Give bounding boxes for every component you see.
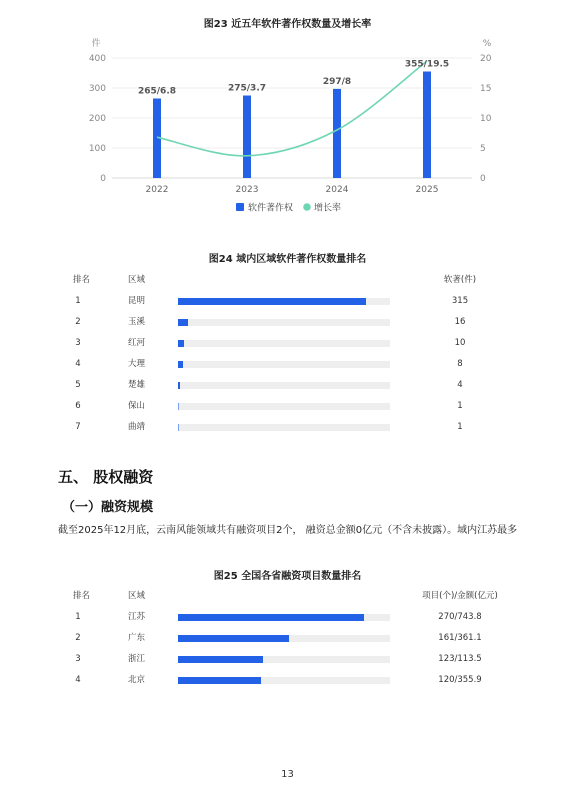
value-cell: 123/113.5 (438, 654, 482, 664)
bar-track (178, 298, 390, 305)
bar-track (178, 340, 390, 347)
grid-lines (112, 58, 472, 178)
section-heading: 五、 股权融资 (58, 468, 154, 486)
right-axis-unit: % (482, 39, 492, 49)
bar (423, 72, 431, 179)
region-cell: 浙江 (128, 654, 146, 664)
value-cell: 4 (457, 380, 463, 390)
table-row (55, 628, 520, 649)
bar-fill (178, 424, 179, 431)
region-cell: 曲靖 (128, 422, 146, 432)
rank-cell: 1 (75, 612, 81, 622)
bar-fill (178, 403, 179, 410)
x-tick-label: 2023 (235, 185, 259, 195)
fig24-title: 图24 域内区域软件著作权数量排名 (208, 254, 367, 265)
x-tick-label: 2022 (145, 185, 169, 195)
data-label: 355/19.5 (404, 59, 450, 70)
table-row (55, 291, 520, 312)
value-cell: 1 (457, 401, 463, 411)
region-cell: 广东 (128, 633, 146, 643)
right-tick: 20 (480, 54, 492, 64)
table-row (55, 607, 520, 628)
table-row (55, 312, 520, 333)
rank-cell: 4 (75, 675, 81, 685)
bar-track (178, 614, 390, 621)
legend-line-swatch (303, 203, 311, 211)
right-tick: 10 (480, 114, 492, 124)
page-number: 13 (281, 769, 294, 780)
region-cell: 北京 (128, 675, 146, 685)
left-tick: 300 (88, 84, 106, 94)
table-header (55, 586, 520, 607)
x-tick-label: 2024 (325, 185, 349, 195)
data-label: 275/3.7 (227, 83, 267, 94)
x-tick-label: 2025 (415, 185, 439, 195)
rank-cell: 1 (75, 296, 81, 306)
header-value: 项目(个)/金额(亿元) (422, 591, 498, 601)
region-cell: 昆明 (128, 296, 146, 306)
left-tick: 0 (100, 174, 106, 184)
table-row (55, 396, 520, 417)
growth-rate-line (157, 61, 427, 156)
left-tick: 200 (88, 114, 106, 124)
bar (333, 89, 341, 178)
table-body (55, 291, 520, 438)
bar-series (153, 72, 431, 179)
region-cell: 红河 (128, 338, 146, 348)
data-labels (138, 60, 449, 97)
bar-track (178, 319, 390, 326)
fig24-ranking-table (55, 270, 520, 438)
right-tick: 5 (480, 144, 486, 154)
bar-fill (178, 677, 261, 684)
table-row (55, 333, 520, 354)
bar-fill (178, 382, 180, 389)
fig25-ranking-table (55, 586, 520, 691)
bar-fill (178, 614, 364, 621)
bar-fill (178, 635, 289, 642)
region-cell: 楚雄 (128, 380, 146, 390)
table-row (55, 375, 520, 396)
bar-track (178, 403, 390, 410)
right-tick: 15 (480, 84, 492, 94)
bar-fill (178, 656, 263, 663)
value-cell: 120/355.9 (438, 675, 482, 685)
left-axis-ticks (89, 54, 106, 184)
right-tick: 0 (480, 174, 486, 184)
rank-cell: 2 (75, 317, 81, 327)
table-row (55, 670, 520, 691)
legend-bar-label: 软件著作权 (248, 203, 294, 214)
table-header (55, 270, 520, 291)
rank-cell: 4 (75, 359, 81, 369)
bar-fill (178, 298, 366, 305)
bar-fill (178, 361, 183, 368)
data-label: 265/6.8 (137, 86, 177, 97)
value-cell: 10 (454, 338, 466, 348)
header-region: 区域 (128, 591, 146, 601)
rank-cell: 5 (75, 380, 81, 390)
data-label: 297/8 (322, 76, 352, 87)
rank-cell: 2 (75, 633, 81, 643)
left-tick: 100 (88, 144, 106, 154)
right-axis-ticks (480, 54, 492, 184)
header-region: 区域 (128, 275, 146, 285)
bar-fill (178, 319, 188, 326)
header-rank: 排名 (73, 275, 91, 285)
bar-track (178, 361, 390, 368)
subsection-heading: （一）融资规模 (62, 500, 154, 515)
fig23-chart (0, 0, 575, 230)
header-value: 软著(件) (443, 275, 477, 285)
table-body (55, 607, 520, 691)
legend-bar-swatch (236, 203, 244, 211)
value-cell: 161/361.1 (438, 633, 482, 643)
region-cell: 大理 (128, 359, 146, 369)
value-cell: 1 (457, 422, 463, 432)
left-tick: 400 (88, 54, 106, 64)
legend (236, 202, 341, 214)
region-cell: 江苏 (128, 612, 146, 622)
header-rank: 排名 (73, 591, 91, 601)
rank-cell: 7 (75, 422, 81, 432)
region-cell: 玉溪 (128, 317, 146, 327)
left-axis-unit: 件 (91, 39, 101, 49)
bar-track (178, 677, 390, 684)
rank-cell: 3 (75, 338, 81, 348)
body-paragraph: 截至2025年12月底，云南风能领域共有融资项目2个， 融资总金额0亿元（不含未披露）。域内江苏最多 (58, 525, 518, 536)
table-row (55, 354, 520, 375)
x-axis-ticks (146, 185, 439, 195)
fig23-title: 图23 近五年软件著作权数量及增长率 (203, 19, 372, 30)
rank-cell: 3 (75, 654, 81, 664)
bar (243, 96, 251, 179)
region-cell: 保山 (128, 401, 146, 411)
bar-track (178, 656, 390, 663)
bar-track (178, 635, 390, 642)
value-cell: 8 (457, 359, 463, 369)
fig25-title: 图25 全国各省融资项目数量排名 (213, 571, 362, 582)
bar-track (178, 382, 390, 389)
table-row (55, 417, 520, 438)
value-cell: 16 (454, 317, 466, 327)
value-cell: 270/743.8 (438, 612, 482, 622)
rank-cell: 6 (75, 401, 81, 411)
bar-fill (178, 340, 184, 347)
value-cell: 315 (451, 296, 469, 306)
bar-track (178, 424, 390, 431)
table-row (55, 649, 520, 670)
legend-line-label: 增长率 (314, 203, 342, 214)
